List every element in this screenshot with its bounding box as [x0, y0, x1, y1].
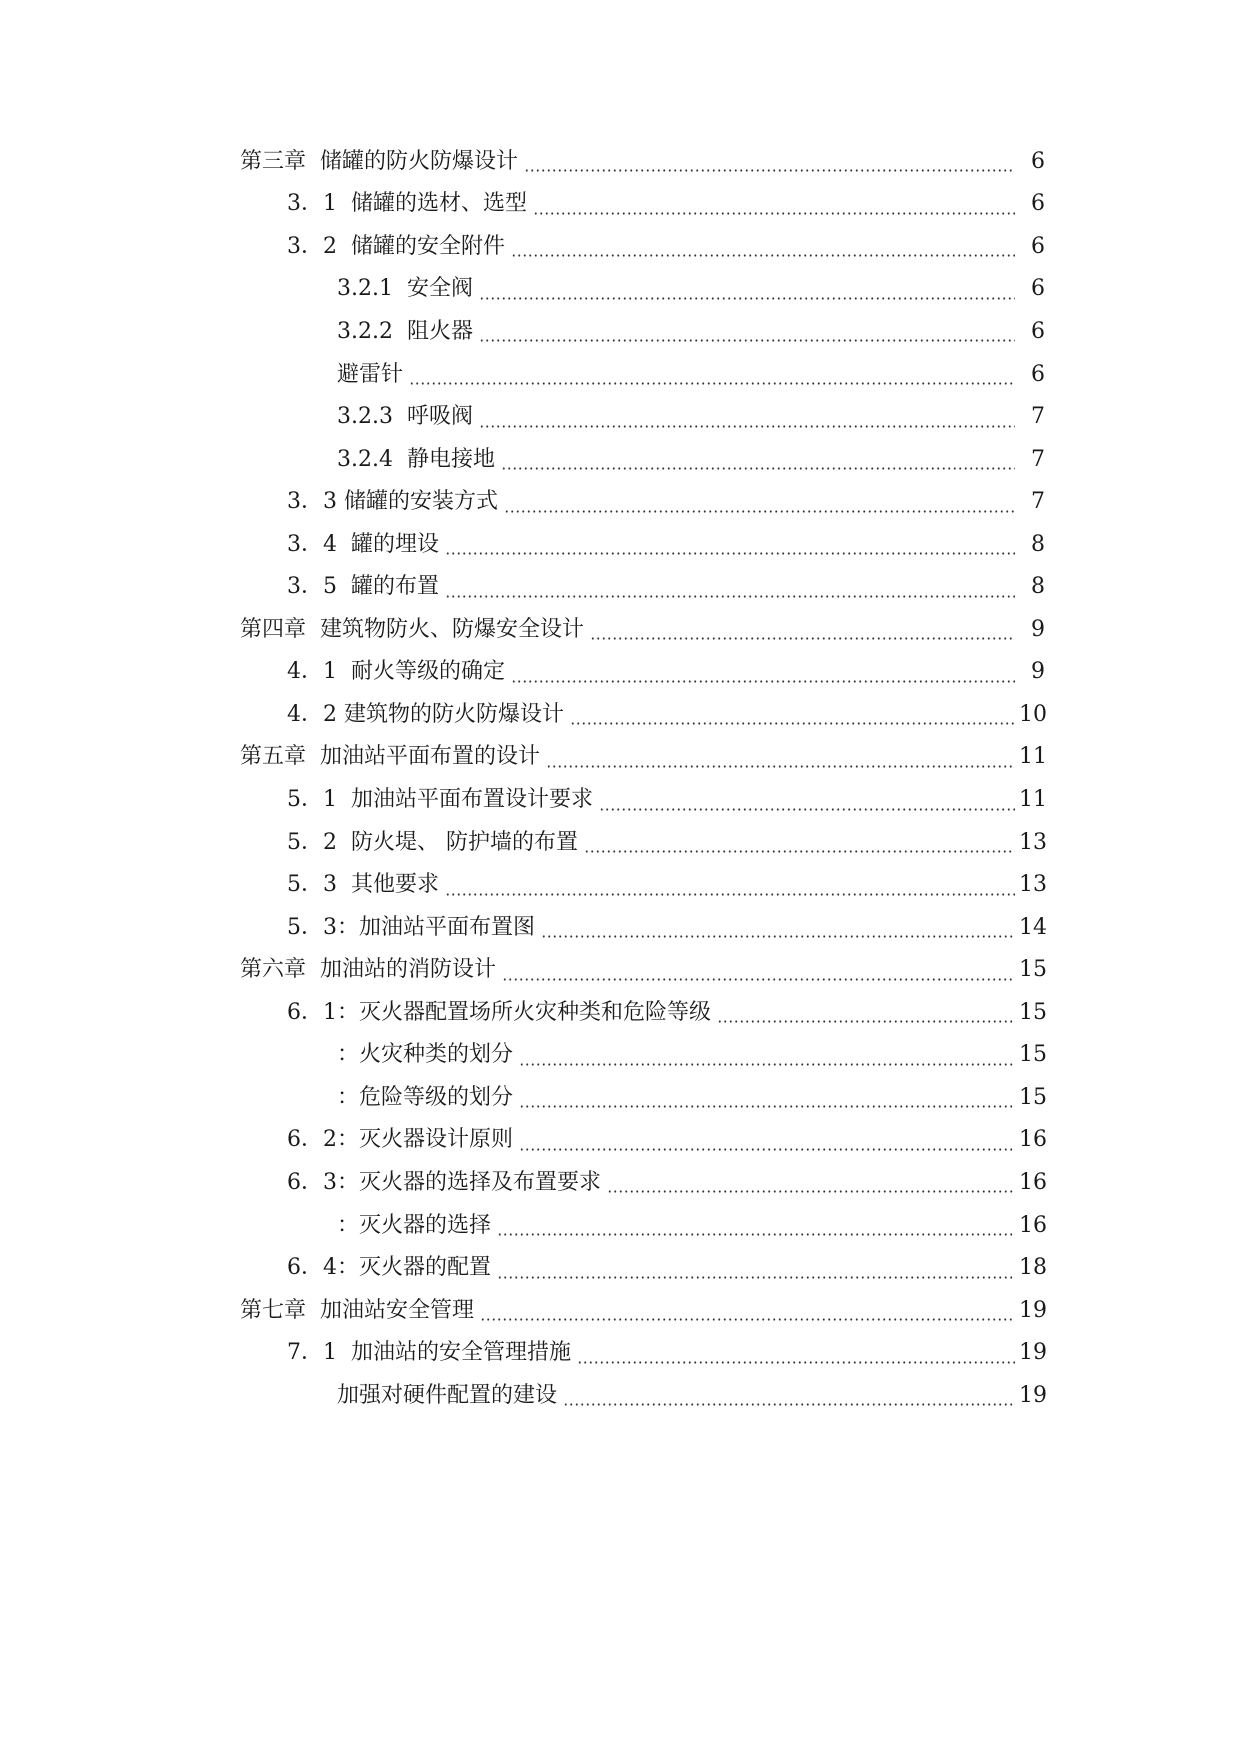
toc-entry[interactable]	[0, 138, 1241, 186]
toc-entry-title: 3.2.4 静电接地	[337, 446, 495, 472]
toc-dot-leader	[541, 935, 1015, 938]
toc-dot-leader	[504, 510, 1015, 513]
toc-page-number: 18	[1019, 1255, 1047, 1281]
toc-dot-leader	[502, 978, 1015, 981]
toc-entry-title: 4．2 建筑物的防火防爆设计	[287, 701, 564, 727]
toc-entry[interactable]	[0, 1372, 1241, 1420]
toc-page-number: 6	[1031, 276, 1045, 302]
toc-dot-leader	[479, 339, 1015, 342]
toc-entry[interactable]	[0, 649, 1241, 697]
toc-entry[interactable]	[0, 181, 1241, 229]
toc-dot-leader	[445, 893, 1015, 896]
toc-entry[interactable]	[0, 223, 1241, 271]
toc-page-number: 19	[1019, 1340, 1047, 1366]
toc-page-number: 9	[1031, 616, 1045, 642]
toc-entry[interactable]	[0, 393, 1241, 441]
toc-dot-leader	[599, 808, 1015, 811]
toc-page-number: 19	[1019, 1297, 1047, 1323]
toc-dot-leader	[519, 1063, 1015, 1066]
toc-entry[interactable]	[0, 308, 1241, 356]
toc-entry-title: 加强对硬件配置的建设	[337, 1382, 558, 1408]
toc-entry-title: ：火灾种类的划分	[337, 1042, 514, 1068]
toc-page-number: 6	[1031, 148, 1045, 174]
toc-dot-leader	[570, 722, 1015, 725]
toc-entry[interactable]	[0, 989, 1241, 1037]
toc-dot-leader	[501, 467, 1015, 470]
toc-entry[interactable]	[0, 1244, 1241, 1292]
toc-entry[interactable]	[0, 606, 1241, 654]
toc-entry[interactable]	[0, 946, 1241, 994]
toc-entry-title: 6．1：灭火器配置场所火灾种类和危险等级	[287, 999, 711, 1025]
toc-entry-title: 3．5 罐的布置	[287, 574, 439, 600]
toc-entry[interactable]	[0, 734, 1241, 782]
toc-page-number: 15	[1019, 957, 1047, 983]
toc-dot-leader	[479, 425, 1015, 428]
toc-entry-title: 第七章 加油站安全管理	[240, 1297, 474, 1323]
toc-entry-title: 6．2：灭火器设计原则	[287, 1127, 513, 1153]
toc-entry-title: 5．3：加油站平面布置图	[287, 914, 535, 940]
toc-dot-leader	[497, 1233, 1015, 1236]
toc-page-number: 6	[1031, 361, 1045, 387]
toc-page-number: 16	[1019, 1212, 1047, 1238]
toc-entry[interactable]	[0, 1074, 1241, 1122]
toc-page-number: 15	[1019, 1042, 1047, 1068]
toc-dot-leader	[524, 169, 1015, 172]
toc-entry[interactable]	[0, 564, 1241, 612]
toc-entry-title: 第四章 建筑物防火、防爆安全设计	[240, 616, 584, 642]
toc-entry-title: 第三章 储罐的防火防爆设计	[240, 148, 518, 174]
toc-dot-leader	[546, 765, 1015, 768]
toc-entry[interactable]	[0, 691, 1241, 739]
toc-entry[interactable]	[0, 266, 1241, 314]
toc-entry[interactable]	[0, 521, 1241, 569]
toc-page-number: 13	[1019, 872, 1047, 898]
toc-page-number: 16	[1019, 1169, 1047, 1195]
toc-dot-leader	[519, 1148, 1015, 1151]
toc-entry-title: 避雷针	[337, 361, 404, 387]
toc-page-number: 6	[1031, 191, 1045, 217]
toc-entry[interactable]	[0, 478, 1241, 526]
toc-dot-leader	[445, 595, 1015, 598]
toc-entry-title: 3.2.2 阻火器	[337, 318, 473, 344]
toc-entry-title: 6．3：灭火器的选择及布置要求	[287, 1169, 601, 1195]
toc-dot-leader	[717, 1020, 1015, 1023]
toc-page-number: 6	[1031, 318, 1045, 344]
toc-entry[interactable]	[0, 819, 1241, 867]
toc-entry-title: 6．4：灭火器的配置	[287, 1255, 491, 1281]
toc-page-number: 14	[1019, 914, 1047, 940]
toc-page-number: 7	[1031, 489, 1045, 515]
toc-page-number: 15	[1019, 999, 1047, 1025]
toc-entry-title: 3．4 罐的埋设	[287, 531, 439, 557]
toc-page-number: 10	[1019, 701, 1047, 727]
toc-entry-title: 4．1 耐火等级的确定	[287, 659, 505, 685]
toc-page-number: 16	[1019, 1127, 1047, 1153]
toc-entry-title: 第五章 加油站平面布置的设计	[240, 744, 540, 770]
toc-entry-title: 3．3 储罐的安装方式	[287, 489, 498, 515]
toc-entry-title: 5．3 其他要求	[287, 872, 439, 898]
toc-dot-leader	[480, 1318, 1015, 1321]
toc-dot-leader	[607, 1190, 1015, 1193]
toc-page-number: 19	[1019, 1382, 1047, 1408]
toc-dot-leader	[511, 680, 1015, 683]
toc-entry-title: 3.2.1 安全阀	[337, 276, 473, 302]
toc-entry[interactable]	[0, 1032, 1241, 1080]
toc-entry-title: 3．2 储罐的安全附件	[287, 233, 505, 259]
toc-dot-leader	[590, 637, 1015, 640]
toc-entry[interactable]	[0, 1159, 1241, 1207]
toc-page-number: 15	[1019, 1084, 1047, 1110]
toc-entry[interactable]	[0, 1117, 1241, 1165]
toc-page-number: 7	[1031, 446, 1045, 472]
toc-entry[interactable]	[0, 904, 1241, 952]
toc-dot-leader	[409, 382, 1015, 385]
toc-entry-title: ：危险等级的划分	[337, 1084, 514, 1110]
toc-page-number: 11	[1019, 787, 1047, 813]
toc-page-number: 13	[1019, 829, 1047, 855]
toc-entry[interactable]	[0, 1287, 1241, 1335]
toc-entry-title: 5．1 加油站平面布置设计要求	[287, 787, 593, 813]
toc-entry-title: ：灭火器的选择	[337, 1212, 492, 1238]
toc-dot-leader	[584, 850, 1015, 853]
toc-dot-leader	[479, 297, 1015, 300]
toc-page-number: 8	[1031, 531, 1045, 557]
toc-entry-title: 3．1 储罐的选材、选型	[287, 191, 527, 217]
toc-entry[interactable]	[0, 436, 1241, 484]
toc-page-number: 9	[1031, 659, 1045, 685]
toc-page-number: 7	[1031, 404, 1045, 430]
toc-entry[interactable]	[0, 1329, 1241, 1377]
toc-dot-leader	[519, 1105, 1015, 1108]
toc-entry[interactable]	[0, 861, 1241, 909]
toc-page-number: 11	[1019, 744, 1047, 770]
toc-page-number: 6	[1031, 233, 1045, 259]
toc-entry-title: 7．1 加油站的安全管理措施	[287, 1340, 571, 1366]
toc-entry-title: 3.2.3 呼吸阀	[337, 404, 473, 430]
toc-dot-leader	[511, 254, 1015, 257]
toc-entry-title: 5．2 防火堤、 防护墙的布置	[287, 829, 578, 855]
toc-page-number: 8	[1031, 574, 1045, 600]
toc-dot-leader	[563, 1403, 1015, 1406]
toc-dot-leader	[497, 1276, 1015, 1279]
toc-dot-leader	[533, 212, 1015, 215]
toc-entry[interactable]	[0, 351, 1241, 399]
toc-entry-title: 第六章 加油站的消防设计	[240, 957, 496, 983]
toc-entry[interactable]	[0, 1202, 1241, 1250]
toc-dot-leader	[577, 1361, 1015, 1364]
toc-dot-leader	[445, 552, 1015, 555]
toc-entry[interactable]	[0, 776, 1241, 824]
